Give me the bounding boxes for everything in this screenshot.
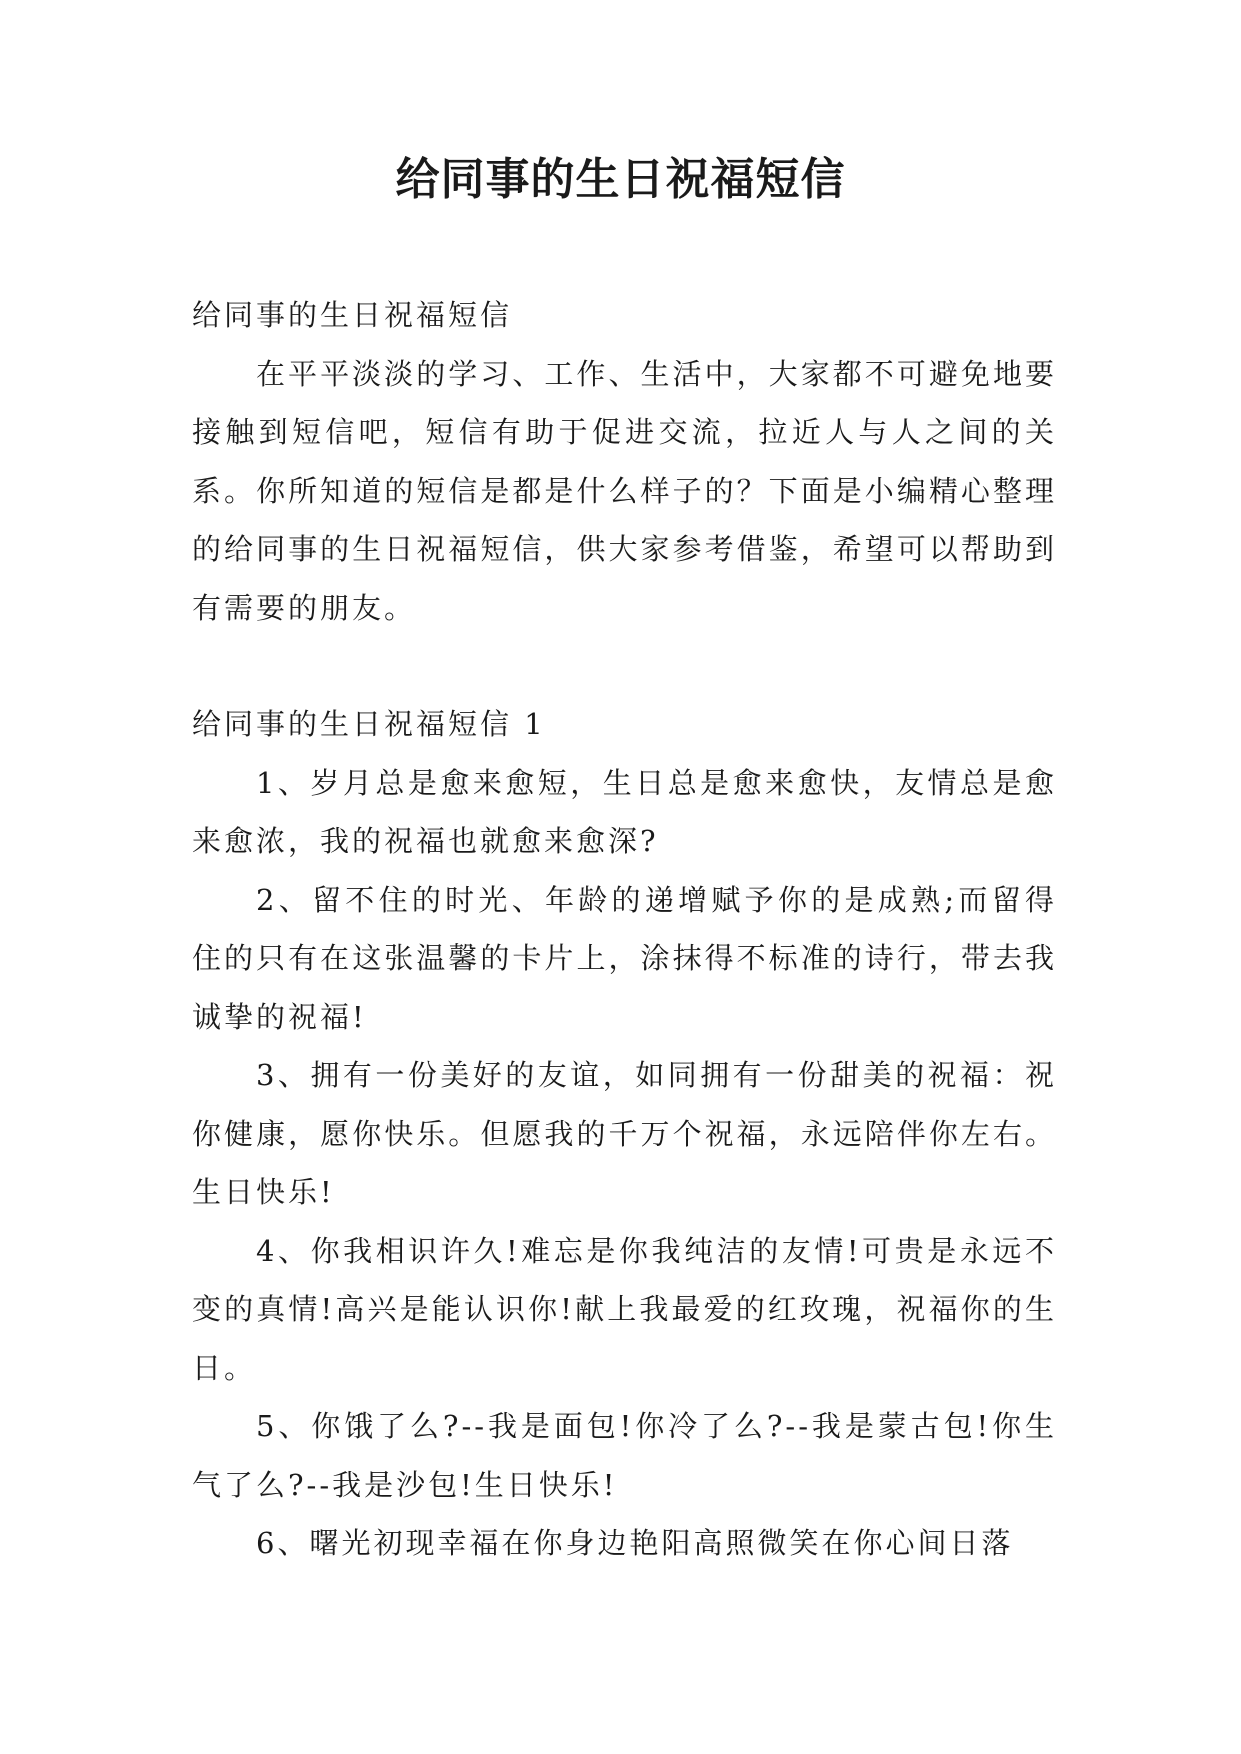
wish-item-2: 2、留不住的时光、年龄的递增赋予你的是成熟;而留得住的只有在这张温馨的卡片上，涂抹得不标准的诗行，带去我诚挚的祝福! <box>192 882 1057 1034</box>
intro-paragraph: 在平平淡淡的学习、工作、生活中，大家都不可避免地要接触到短信吧，短信有助于促进交流，拉近人与人之间的关系。你所知道的短信是都是什么样子的？下面是小编精心整理的给同事的生日祝福短信，供大家参考借鉴，希望可以帮助到有需要的朋友。 <box>192 356 1057 625</box>
wish-item-1: 1、岁月总是愈来愈短，生日总是愈来愈快，友情总是愈来愈浓，我的祝福也就愈来愈深? <box>192 765 1057 858</box>
wish-item-3: 3、拥有一份美好的友谊，如同拥有一份甜美的祝福：祝你健康，愿你快乐。但愿我的千万个祝福，永远陪伴你左右。生日快乐! <box>192 1058 1057 1209</box>
wish-item-4: 4、你我相识许久!难忘是你我纯洁的友情!可贵是永远不变的真情!高兴是能认识你!献上我最爱的红玫瑰，祝福你的生日。 <box>192 1233 1057 1385</box>
wish-item-5: 5、你饿了么?--我是面包!你冷了么?--我是蒙古包!你生气了么?--我是沙包!生日快乐! <box>192 1409 1057 1502</box>
document-title: 给同事的生日祝福短信 <box>395 154 846 205</box>
section-heading-1: 给同事的生日祝福短信 1 <box>192 707 546 741</box>
document-body <box>192 286 1057 1573</box>
intro-heading: 给同事的生日祝福短信 <box>192 298 513 332</box>
section-spacer <box>192 637 1057 695</box>
wish-item-6: 6、曙光初现幸福在你身边艳阳高照微笑在你心间日落 <box>256 1526 1014 1560</box>
